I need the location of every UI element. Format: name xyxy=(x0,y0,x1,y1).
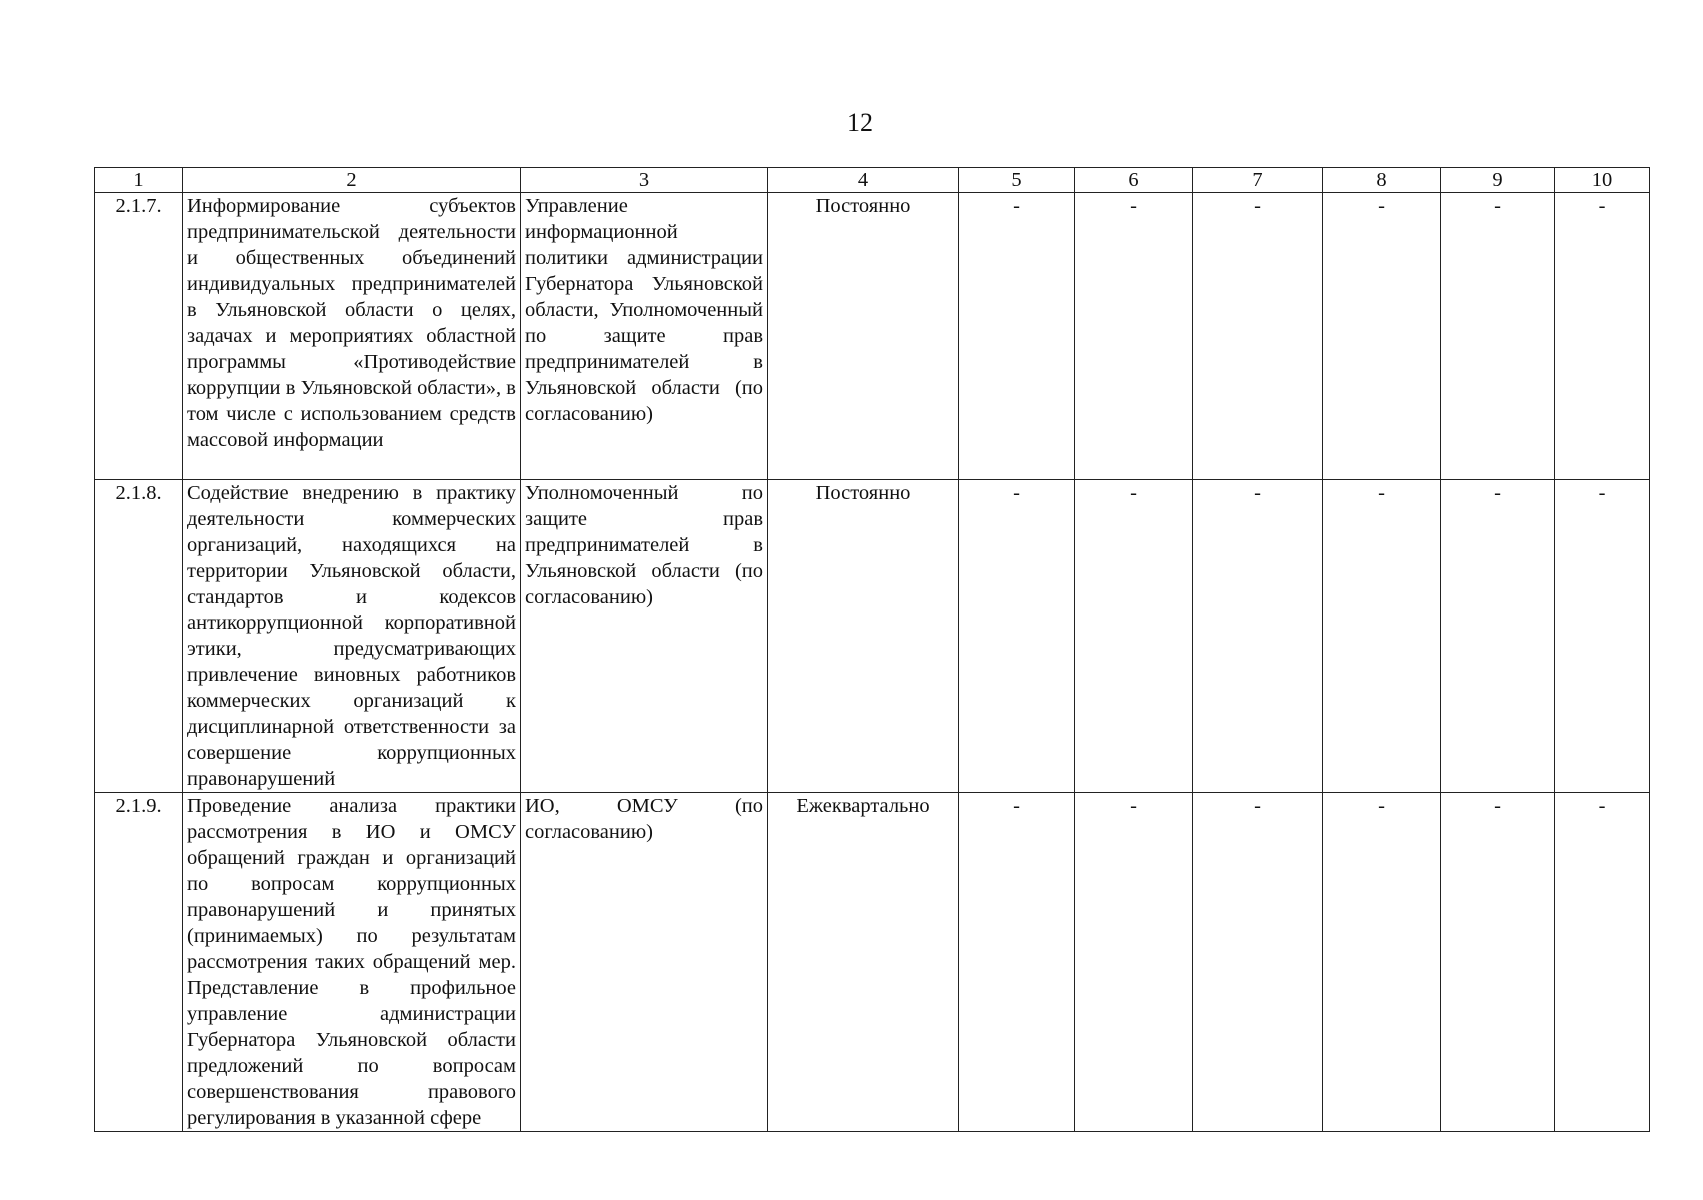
column-header-1: 1 xyxy=(95,168,183,193)
column-header-2: 2 xyxy=(183,168,521,193)
responsible-executor: Уполномоченный по защите прав предпринимателей в Ульяновской области (по согласованию) xyxy=(521,480,768,793)
column-header-8: 8 xyxy=(1323,168,1441,193)
value-cell: - xyxy=(1441,193,1555,480)
column-header-7: 7 xyxy=(1193,168,1323,193)
execution-term: Постоянно xyxy=(768,480,959,793)
responsible-executor: Управление информационной политики администрации Губернатора Ульяновской области, Уполномоченный по защите прав предпринимателей в Ульяновской области (по согласованию) xyxy=(521,193,768,480)
value-cell: - xyxy=(1441,793,1555,1132)
measure-description: Информирование субъектов предпринимательской деятельности и общественных объединений индивидуальных предпринимателей в Ульяновской области о целях, задачах и мероприятиях областной программы «Противодействие коррупции в Ульяновской области», в том числе с использованием средств массовой информации xyxy=(183,193,521,480)
value-cell: - xyxy=(1075,793,1193,1132)
value-cell: - xyxy=(1193,793,1323,1132)
table-row xyxy=(95,480,1650,793)
measures-table xyxy=(94,167,1650,1132)
table-row xyxy=(95,193,1650,480)
execution-term: Ежеквартально xyxy=(768,793,959,1132)
value-cell: - xyxy=(1323,193,1441,480)
row-number: 2.1.8. xyxy=(95,480,183,793)
measure-description: Содействие внедрению в практику деятельности коммерческих организаций, находящихся на территории Ульяновской области, стандартов и кодексов антикоррупционной корпоративной этики, предусматривающих привлечение виновных работников коммерческих организаций к дисциплинарной ответственности за совершение коррупционных правонарушений xyxy=(183,480,521,793)
table-row xyxy=(95,793,1650,1132)
value-cell: - xyxy=(1323,793,1441,1132)
value-cell: - xyxy=(1323,480,1441,793)
value-cell: - xyxy=(1075,193,1193,480)
value-cell: - xyxy=(1193,480,1323,793)
row-number: 2.1.7. xyxy=(95,193,183,480)
page-number: 12 xyxy=(847,108,873,137)
value-cell: - xyxy=(959,793,1075,1132)
execution-term: Постоянно xyxy=(768,193,959,480)
row-number: 2.1.9. xyxy=(95,793,183,1132)
measure-description: Проведение анализа практики рассмотрения в ИО и ОМСУ обращений граждан и организаций по вопросам коррупционных правонарушений и принятых (принимаемых) по результатам рассмотрения таких обращений мер. Представление в профильное управление администрации Губернатора Ульяновской области предложений по вопросам совершенствования правового регулирования в указанной сфере xyxy=(183,793,521,1132)
value-cell: - xyxy=(1075,480,1193,793)
column-header-4: 4 xyxy=(768,168,959,193)
column-header-9: 9 xyxy=(1441,168,1555,193)
value-cell: - xyxy=(1555,793,1650,1132)
column-number-row xyxy=(95,168,1650,193)
value-cell: - xyxy=(1193,193,1323,480)
responsible-executor: ИО, ОМСУ (по согласованию) xyxy=(521,793,768,1132)
column-header-6: 6 xyxy=(1075,168,1193,193)
column-header-5: 5 xyxy=(959,168,1075,193)
value-cell: - xyxy=(959,193,1075,480)
column-header-10: 10 xyxy=(1555,168,1650,193)
value-cell: - xyxy=(1555,480,1650,793)
column-header-3: 3 xyxy=(521,168,768,193)
value-cell: - xyxy=(1441,480,1555,793)
value-cell: - xyxy=(959,480,1075,793)
value-cell: - xyxy=(1555,193,1650,480)
